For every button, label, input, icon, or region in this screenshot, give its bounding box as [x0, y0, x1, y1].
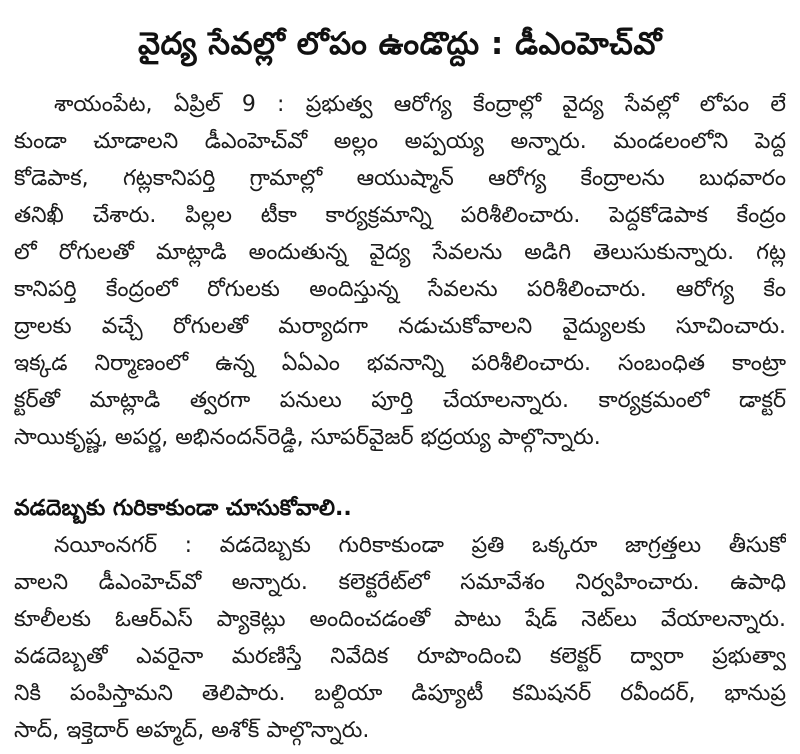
paragraph-line: లో రోగులతో మాట్లాడి అందుతున్న వైద్య సేవలను అడిగి తెలుసుకున్నారు. గట్ల [14, 240, 786, 265]
paragraph-line: సాయికృష్ణ, అపర్ణ, అభినందన్‌రెడ్డి, సూపర్‌వైజర్ భద్రయ్య పాల్గొన్నారు. [14, 425, 601, 450]
story-body-1 [14, 86, 786, 456]
paragraph-line: తనిఖీ చేశారు. పిల్లల టీకా కార్యక్రమాన్ని పరిశీలించారు. పెద్దకోడెపాక కేంద్రం [14, 203, 786, 228]
paragraph-line: వడదెబ్బతో ఎవరైనా మరణిస్తే నివేదిక రూపొందించి కలెక్టర్ ద్వారా ప్రభుత్వా [14, 644, 786, 669]
paragraph-line: కానిపర్తి కేంద్రంలో రోగులకు అందిస్తున్న సేవలను పరిశీలించారు. ఆరోగ్య కేం [14, 277, 786, 302]
paragraph-line: శాయంపేట, ఏప్రిల్ 9 : ప్రభుత్వ ఆరోగ్య కేంద్రాల్లో వైద్య సేవల్లో లోపం లే [54, 92, 786, 117]
paragraph-line: కోడెపాక, గట్లకానిపర్తి గ్రామాల్లో ఆయుష్మాన్ ఆరోగ్య కేంద్రాలను బుధవారం [14, 166, 786, 191]
paragraph-line: ద్రాలకు వచ్చే రోగులతో మర్యాదగా నడుచుకోవాలని వైద్యులకు సూచించారు. [14, 314, 786, 339]
paragraph-line: కూలీలకు ఓఆర్ఎస్ ప్యాకెట్లు అందించడంతో పాటు షేడ్ నెట్‌లు వేయాలన్నారు. [14, 607, 786, 632]
paragraph-line: నికి పంపిస్తామని తెలిపారు. బల్దియా డిప్యూటీ కమిషనర్ రవీందర్, భానుప్ర [14, 681, 786, 706]
headline: వైద్య సేవల్లో లోపం ఉండొద్దు : డీఎంహెచ్‌వో [138, 26, 662, 62]
paragraph-line: క్టర్‌తో మాట్లాడి త్వరగా పనులు పూర్తి చేయాలన్నారు. కార్యక్రమంలో డాక్టర్ [14, 388, 786, 413]
paragraph-line: కుండా చూడాలని డీఎంహెచ్‌వో అల్లం అప్పయ్య అన్నారు. మండలంలోని పెద్ద [14, 129, 786, 154]
subheading: వడదెబ్బకు గురికాకుండా చూసుకోవాలి.. [14, 496, 352, 521]
paragraph-line: నయీంనగర్ : వడదెబ్బకు గురికాకుండా ప్రతి ఒక్కరూ జాగ్రత్తలు తీసుకో [54, 533, 786, 558]
paragraph-line: వాలని డీఎంహెచ్‌వో అన్నారు. కలెక్టరేట్‌లో సమావేశం నిర్వహించారు. ఉపాధి [14, 570, 786, 595]
paragraph-line: సాద్, ఇక్తెదార్ అహ్మద్, అశోక్ పాల్గొన్నారు. [14, 718, 370, 743]
story-body-2 [14, 527, 786, 749]
paragraph-line: ఇక్కడ నిర్మాణంలో ఉన్న ఏఏఎం భవనాన్ని పరిశీలించారు. సంబంధిత కాంట్రా [14, 351, 786, 376]
